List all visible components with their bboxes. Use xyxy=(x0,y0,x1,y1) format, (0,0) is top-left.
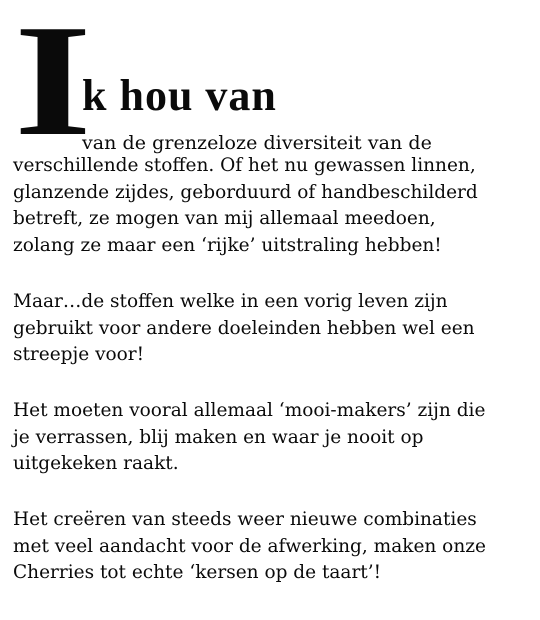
first-line: van de grenzeloze diversiteit van de xyxy=(82,132,432,154)
drop-cap: I xyxy=(14,0,92,169)
headline: k hou van xyxy=(82,71,277,120)
paragraph-3: Het moeten vooral allemaal ‘mooi-makers’ zijn die je verrassen, blij maken en waar je nooit op uitgekeken raakt. xyxy=(13,400,486,474)
paragraph-2: Maar…de stoffen welke in een vorig leven zijn gebruikt voor andere doeleinden hebben wel een streepje voor! xyxy=(13,291,475,365)
paragraph-1: verschillende stoffen. Of het nu gewassen linnen, glanzende zijdes, geborduurd of handbeschilderd betreft, ze mogen van mij allemaal meedoen, zolang ze maar een ‘rijke’ uitstraling hebben! xyxy=(13,155,478,256)
paragraph-4: Het creëren van steeds weer nieuwe combinaties met veel aandacht voor de afwerking, maken onze Cherries tot echte ‘kersen op de taart’! xyxy=(13,509,486,583)
